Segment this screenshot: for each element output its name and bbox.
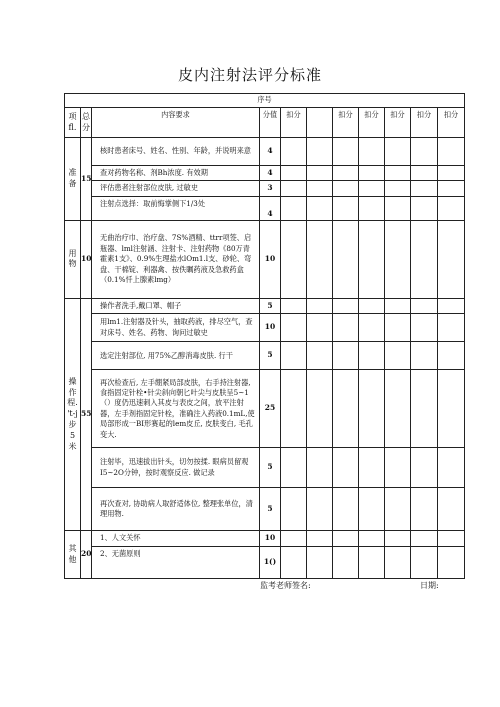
blank-cell xyxy=(411,196,438,220)
blank-cell xyxy=(385,220,411,298)
item-header: 项 fl. xyxy=(65,108,81,138)
score-cell: 4 xyxy=(260,138,281,166)
blank-cell xyxy=(385,546,411,578)
blank-cell xyxy=(307,166,333,181)
blank-cell xyxy=(385,448,411,488)
category-procedure: 操 作 程. 't-j 步 5米 xyxy=(65,298,81,530)
blank-cell xyxy=(281,488,307,531)
scoring-table xyxy=(64,93,465,579)
blank-cell xyxy=(385,196,411,220)
blank-cell xyxy=(281,546,307,578)
content-cell: 注射点选择：取前悔掌侧下1/3处 xyxy=(92,196,260,220)
content-cell: 再次检查后, 左手绷紧局部皮肤，右手持注射器, 食指固定针栓•针尖斜向朝匕叶尖与皮肤呈5~1（）度仍迅速刺入其皮与表皮之间，放平注射器，左手剂指固定针栓，准确注入药液0.1mL,使局部形成一BI形赛起的lem皮丘, 皮肤变白, 毛孔变大. xyxy=(92,370,260,448)
deduct-header: 扣分 xyxy=(359,108,385,138)
category-total: 55 xyxy=(81,298,92,530)
blank-cell xyxy=(281,298,307,313)
blank-cell xyxy=(281,448,307,488)
blank-cell xyxy=(281,138,307,166)
blank-cell xyxy=(333,314,359,342)
blank-cell xyxy=(385,370,411,448)
blank-cell xyxy=(438,448,465,488)
blank-cell xyxy=(385,298,411,313)
score-cell: 4 xyxy=(260,196,281,220)
deduct-header: 扣分 xyxy=(411,108,438,138)
category-prep: 准 备 xyxy=(65,138,81,221)
table-row xyxy=(65,196,465,220)
table-row xyxy=(65,488,465,531)
table-row xyxy=(65,448,465,488)
blank-cell xyxy=(307,196,333,220)
blank-cell xyxy=(438,314,465,342)
blank-cell xyxy=(359,220,385,298)
blank-cell xyxy=(385,181,411,196)
content-cell: 查对药物名称、剂Bh浓度. 有效期 xyxy=(92,166,260,181)
examiner-signature-label: 监考老师签名: xyxy=(260,581,311,590)
score-cell: 1() xyxy=(260,546,281,578)
blank-cell xyxy=(307,298,333,313)
blank-cell xyxy=(411,298,438,313)
blank-cell xyxy=(359,546,385,578)
table-row xyxy=(65,370,465,448)
blank-cell xyxy=(307,181,333,196)
blank-cell xyxy=(411,181,438,196)
table-row xyxy=(65,181,465,196)
blank-cell xyxy=(411,546,438,578)
deduct-header: 扣分 xyxy=(385,108,411,138)
blank-cell xyxy=(333,370,359,448)
blank-cell xyxy=(359,181,385,196)
blank-cell xyxy=(411,220,438,298)
score-cell: 5 xyxy=(260,488,281,531)
blank-cell xyxy=(307,314,333,342)
score-cell: 4 xyxy=(260,166,281,181)
blank-cell xyxy=(385,531,411,546)
blank-cell xyxy=(359,488,385,531)
content-cell: 2、无菌原则 xyxy=(92,546,260,578)
blank-cell xyxy=(307,531,333,546)
content-cell: 操作者洗手,戴口罩、帽子 xyxy=(92,298,260,313)
blank-cell xyxy=(385,314,411,342)
content-header: 内容要求 xyxy=(92,108,260,138)
blank-cell xyxy=(281,342,307,370)
blank-cell xyxy=(411,370,438,448)
blank-cell xyxy=(333,488,359,531)
blank-cell xyxy=(385,342,411,370)
table-row xyxy=(65,546,465,578)
total-header: 总 分 xyxy=(81,108,92,138)
blank-cell xyxy=(385,166,411,181)
category-items: 用 物 xyxy=(65,220,81,298)
blank-cell xyxy=(333,181,359,196)
blank-cell xyxy=(333,342,359,370)
blank-cell xyxy=(307,138,333,166)
table-row xyxy=(65,314,465,342)
score-cell: 25 xyxy=(260,370,281,448)
blank-cell xyxy=(359,370,385,448)
blank-cell xyxy=(307,108,333,138)
blank-cell xyxy=(333,220,359,298)
blank-cell xyxy=(307,220,333,298)
blank-cell xyxy=(281,196,307,220)
category-other: 其 他 xyxy=(65,531,81,578)
blank-cell xyxy=(438,220,465,298)
blank-cell xyxy=(411,342,438,370)
blank-cell xyxy=(333,448,359,488)
sequence-label: 序号 xyxy=(65,94,465,108)
deduct-header: 扣分 xyxy=(438,108,465,138)
blank-cell xyxy=(281,181,307,196)
blank-cell xyxy=(438,342,465,370)
blank-cell xyxy=(333,546,359,578)
content-cell: 再次查对, 协助病人取舒适体位, 整理张单位，清理用物. xyxy=(92,488,260,531)
content-cell: 1、人文关怀 xyxy=(92,531,260,546)
blank-cell xyxy=(307,488,333,531)
content-cell: 核时患者床号、姓名、性别、年龄，并说明来意 xyxy=(92,138,260,166)
score-cell: 5 xyxy=(260,298,281,313)
blank-cell xyxy=(281,531,307,546)
category-total: 15 xyxy=(81,138,92,221)
document-title: 皮内注射法评分标准 xyxy=(177,66,322,84)
blank-cell xyxy=(411,531,438,546)
table-row xyxy=(65,220,465,298)
blank-cell xyxy=(438,488,465,531)
deduct-header: 扣分 xyxy=(281,108,307,138)
blank-cell xyxy=(359,196,385,220)
blank-cell xyxy=(281,370,307,448)
blank-cell xyxy=(333,196,359,220)
score-cell: 10 xyxy=(260,531,281,546)
content-cell: 无曲治疗巾、治疗盘、7S%酒精、ttrr项签、启瓶器、lml注射涵、注射卡、注射药物《80万青霍素1支》、0.9%生理盐水lOm1.l支、砂轮、弯盘、干棉锭、利器禽、按佚瞩药液及急救药盒（0.1%忏上腺素lmg） xyxy=(92,220,260,298)
blank-cell xyxy=(411,448,438,488)
score-cell: 10 xyxy=(260,220,281,298)
score-cell: 10 xyxy=(260,314,281,342)
deduct-header: 扣分 xyxy=(333,108,359,138)
blank-cell xyxy=(411,166,438,181)
column-header-row xyxy=(65,108,465,138)
blank-cell xyxy=(333,138,359,166)
blank-cell xyxy=(411,138,438,166)
blank-cell xyxy=(438,370,465,448)
blank-cell xyxy=(307,342,333,370)
blank-cell xyxy=(281,166,307,181)
date-label: 日期: xyxy=(420,581,439,590)
content-cell: 注射毕，迅速拔出针头，切勿按揉. 眼病员留观I5~2O分钟，按时观察反应. 做记录 xyxy=(92,448,260,488)
content-cell: 选定注射部位, 用75%乙醇消毒皮肤. 行干 xyxy=(92,342,260,370)
blank-cell xyxy=(438,531,465,546)
table-row xyxy=(65,138,465,166)
blank-cell xyxy=(411,314,438,342)
blank-cell xyxy=(333,166,359,181)
blank-cell xyxy=(385,488,411,531)
blank-cell xyxy=(359,138,385,166)
category-total: 10 xyxy=(81,220,92,298)
blank-cell xyxy=(438,138,465,166)
blank-cell xyxy=(333,298,359,313)
blank-cell xyxy=(385,138,411,166)
score-header: 分值 xyxy=(260,108,281,138)
blank-cell xyxy=(411,488,438,531)
blank-cell xyxy=(307,370,333,448)
content-cell: 用lm1.注射器及针头，抽取药液，排尽空气，查对床号、姓名、药物、询问过敏史 xyxy=(92,314,260,342)
category-total: 20 xyxy=(81,531,92,578)
blank-cell xyxy=(438,181,465,196)
blank-cell xyxy=(359,531,385,546)
blank-cell xyxy=(359,166,385,181)
blank-cell xyxy=(359,342,385,370)
table-row xyxy=(65,166,465,181)
blank-cell xyxy=(359,298,385,313)
blank-cell xyxy=(438,546,465,578)
blank-cell xyxy=(438,196,465,220)
blank-cell xyxy=(359,314,385,342)
table-row xyxy=(65,298,465,313)
blank-cell xyxy=(438,298,465,313)
score-cell: 5 xyxy=(260,448,281,488)
blank-cell xyxy=(307,448,333,488)
blank-cell xyxy=(307,546,333,578)
sequence-header-row xyxy=(65,94,465,108)
blank-cell xyxy=(333,531,359,546)
score-cell: 3 xyxy=(260,181,281,196)
table-row xyxy=(65,531,465,546)
blank-cell xyxy=(359,448,385,488)
blank-cell xyxy=(281,314,307,342)
table-row xyxy=(65,342,465,370)
content-cell: 评估患者注射部位皮肤, 过敏史 xyxy=(92,181,260,196)
blank-cell xyxy=(281,220,307,298)
blank-cell xyxy=(438,166,465,181)
score-cell: 5 xyxy=(260,342,281,370)
